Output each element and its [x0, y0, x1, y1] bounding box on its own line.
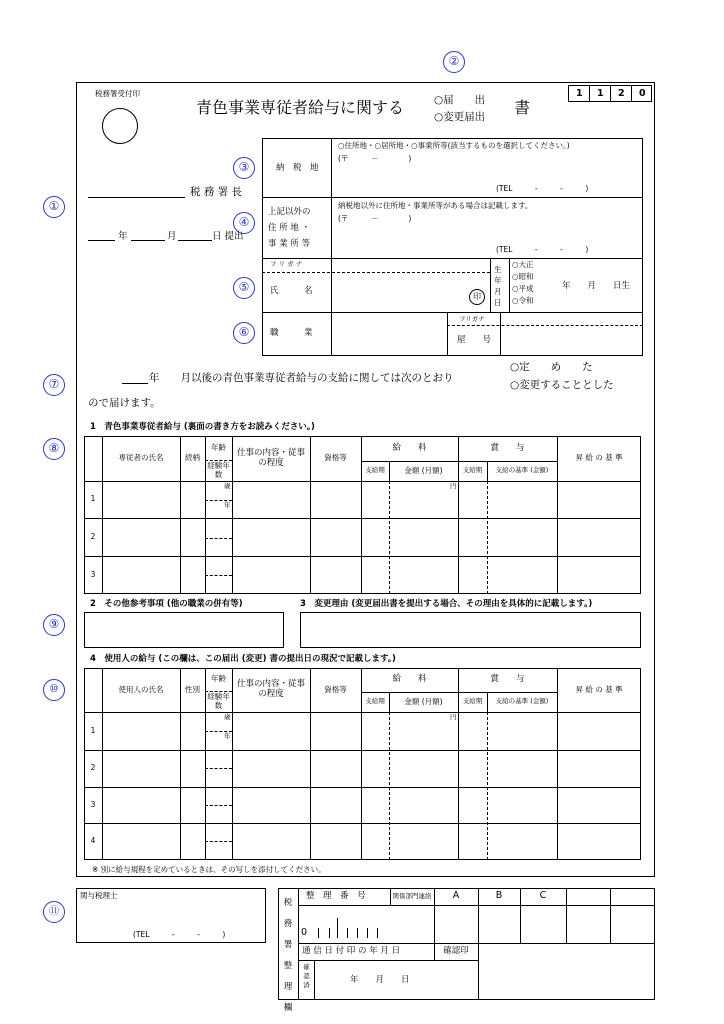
- s4-year-unit: 年: [224, 732, 231, 740]
- receipt-stamp-label: 税務署受付印: [95, 89, 140, 98]
- marker-8: ⑧: [43, 438, 65, 460]
- s1-header-salary: 給 料: [392, 442, 427, 453]
- section1-title: 1 青色事業専従者給与 (裏面の書き方をお読みください。): [90, 422, 315, 432]
- code-digit-2: 1: [597, 88, 604, 99]
- marker-10: ⑩: [43, 679, 65, 701]
- s1-header-job: 仕事の内容・従事の程度: [236, 447, 305, 468]
- seal-mark: 印: [469, 289, 485, 305]
- s1-header-qualification: 資格等: [324, 453, 347, 463]
- s4-header-bonus: 賞 与: [490, 674, 525, 685]
- tax-place-label: 納 税 地: [276, 163, 319, 173]
- era-showa[interactable]: ○昭和: [512, 272, 534, 281]
- s4-row-1: 1: [90, 725, 96, 735]
- s1-header-salary-amount: 金額 (月額): [404, 465, 443, 475]
- office-confirmed: 確認済: [303, 963, 310, 989]
- title-end: 書: [514, 98, 531, 117]
- era-taisho[interactable]: ○大正: [512, 260, 534, 269]
- statement-line: 年 月以後の青色事業専従者給与の支給に関しては次のとおり: [149, 372, 454, 384]
- s4-row-2: 2: [90, 763, 96, 773]
- section3-title: 3 変更理由 (変更届出書を提出する場合、その理由を具体的に記載します。): [300, 599, 593, 609]
- office-confirm-stamp: 確認印: [443, 945, 469, 956]
- marker-11: ⑪: [43, 901, 65, 923]
- tax-accountant-label: 関与税理士: [80, 891, 118, 900]
- receipt-stamp-circle: [102, 108, 138, 144]
- section2-box[interactable]: [84, 612, 284, 648]
- section2-title: 2 その他参考事項 (他の職業の併有等): [90, 599, 243, 609]
- s4-header-salary-amount: 金額 (月額): [404, 696, 443, 706]
- s4-header-qualification: 資格等: [324, 684, 347, 694]
- s1-header-salary-period: 支給期: [365, 466, 385, 475]
- tax-office-suffix: 税 務 署 長: [190, 186, 243, 198]
- other-address-note: 納税地以外に住所地・事業所等がある場合は記載します。: [338, 201, 533, 210]
- s4-header-age: 年齢: [211, 674, 226, 684]
- s1-header-bonus-period: 支給期: [462, 466, 483, 475]
- office-dept-check: 関係部門連絡: [392, 891, 432, 900]
- s4-header-bonus-standard: 支給の基準 (金額): [495, 697, 549, 706]
- s1-row-3: 3: [90, 569, 96, 579]
- s1-row-2: 2: [90, 531, 96, 541]
- code-digit-1: 1: [576, 88, 583, 99]
- office-col-c: C: [539, 890, 547, 902]
- name-label: 氏 名: [270, 286, 313, 296]
- s4-header-name: 使用人の氏名: [118, 684, 164, 694]
- era-heisei[interactable]: ○平成: [512, 284, 534, 293]
- office-date-value: 年 月 日: [350, 975, 410, 985]
- section3-box[interactable]: [300, 612, 641, 648]
- s1-year-unit: 年: [224, 501, 231, 509]
- occupation-label: 職 業: [270, 328, 313, 338]
- code-digit-3: 2: [618, 88, 625, 99]
- s4-header-salary-period: 支給期: [365, 697, 385, 706]
- other-address-postal[interactable]: (〒 － ): [338, 214, 412, 223]
- footnote: ※ 別に給与規程を定めているときは、その写しを添付してください。: [92, 865, 326, 874]
- code-digit-4: 0: [639, 88, 646, 99]
- era-reiwa[interactable]: ○令和: [512, 296, 534, 305]
- s1-header-name: 専従者の氏名: [118, 453, 164, 463]
- s4-header-salary: 給 料: [392, 674, 427, 685]
- title-option-change[interactable]: ○変更届出: [434, 111, 486, 123]
- date-month-unit: 月: [167, 231, 177, 242]
- other-address-tel[interactable]: (TEL - - ): [496, 245, 589, 254]
- s1-yen-unit: 円: [450, 482, 457, 490]
- office-use-side-label: 税務署整理欄: [283, 898, 293, 1013]
- s1-header-bonus: 賞 与: [490, 442, 525, 453]
- s4-header-job: 仕事の内容・従事の程度: [236, 679, 305, 699]
- marker-6: ⑥: [233, 322, 255, 344]
- office-ref-number: 整 理 番 号: [306, 891, 366, 901]
- date-day-submit: 日 提出: [212, 231, 244, 242]
- name-furigana-label: フ リ ガ ナ: [270, 260, 303, 268]
- birth-date: 年 月 日生: [562, 281, 631, 291]
- marker-9: ⑨: [43, 614, 65, 636]
- s1-row-1: 1: [90, 494, 96, 504]
- statement-line-2: ので届けます。: [88, 397, 161, 409]
- s1-header-age: 年齢: [211, 442, 226, 452]
- office-date-label: 通 信 日 付 印 の 年 月 日: [302, 946, 401, 956]
- office-col-b: B: [495, 890, 503, 902]
- office-col-a: A: [452, 890, 460, 902]
- s4-row-4: 4: [90, 836, 96, 846]
- s1-header-experience: 経験年数: [207, 461, 230, 479]
- s1-header-relation: 続柄: [185, 453, 200, 463]
- marker-5: ⑤: [233, 277, 255, 299]
- tax-place-options[interactable]: ○住所地・○居所地・○事業所等(該当するものを選択してください。): [338, 141, 570, 150]
- s1-age-unit: 歳: [224, 482, 231, 490]
- s4-header-experience: 経験年数: [207, 692, 230, 710]
- marker-1: ①: [43, 196, 65, 218]
- tax-place-tel[interactable]: (TEL - - ): [496, 184, 589, 193]
- section4-title: 4 使用人の給与 (この欄は、この届出 (変更) 書の提出日の現況で記載します。): [90, 654, 396, 664]
- s4-row-3: 3: [90, 799, 96, 809]
- shop-name-label: 屋 号: [457, 335, 492, 345]
- tax-accountant-tel[interactable]: (TEL - - ): [133, 930, 226, 939]
- s4-header-sex: 性別: [185, 684, 200, 694]
- s1-header-bonus-standard: 支給の基準 (金額): [495, 466, 549, 475]
- birth-label: 生年月日: [494, 265, 502, 307]
- title-option-submit[interactable]: ○届 出: [434, 94, 486, 106]
- s4-yen-unit: 円: [450, 713, 457, 721]
- shop-furigana-label: フリガナ: [459, 315, 485, 323]
- statement-option-set[interactable]: ○定 め た: [510, 361, 593, 373]
- form-title: 青色事業専従者給与に関する: [196, 98, 405, 117]
- other-address-label-1: 上記以外の: [268, 207, 311, 217]
- s4-header-bonus-period: 支給期: [462, 697, 483, 706]
- s4-header-raise: 昇 給 の 基 準: [575, 684, 623, 694]
- marker-7: ⑦: [43, 374, 65, 396]
- other-address-label-2: 住 所 地 ・: [268, 223, 311, 233]
- marker-2: ②: [443, 51, 465, 73]
- marker-4: ④: [233, 212, 255, 234]
- marker-3: ③: [233, 157, 255, 179]
- date-year-unit: 年: [118, 231, 128, 242]
- statement-option-changed[interactable]: ○変更することとした: [510, 379, 614, 391]
- tax-place-postal[interactable]: (〒 － ): [338, 154, 412, 163]
- s4-age-unit: 歳: [224, 713, 231, 721]
- office-zero: 0: [301, 927, 308, 938]
- s1-header-raise: 昇 給 の 基 準: [575, 453, 623, 463]
- other-address-label-3: 事 業 所 等: [268, 239, 311, 249]
